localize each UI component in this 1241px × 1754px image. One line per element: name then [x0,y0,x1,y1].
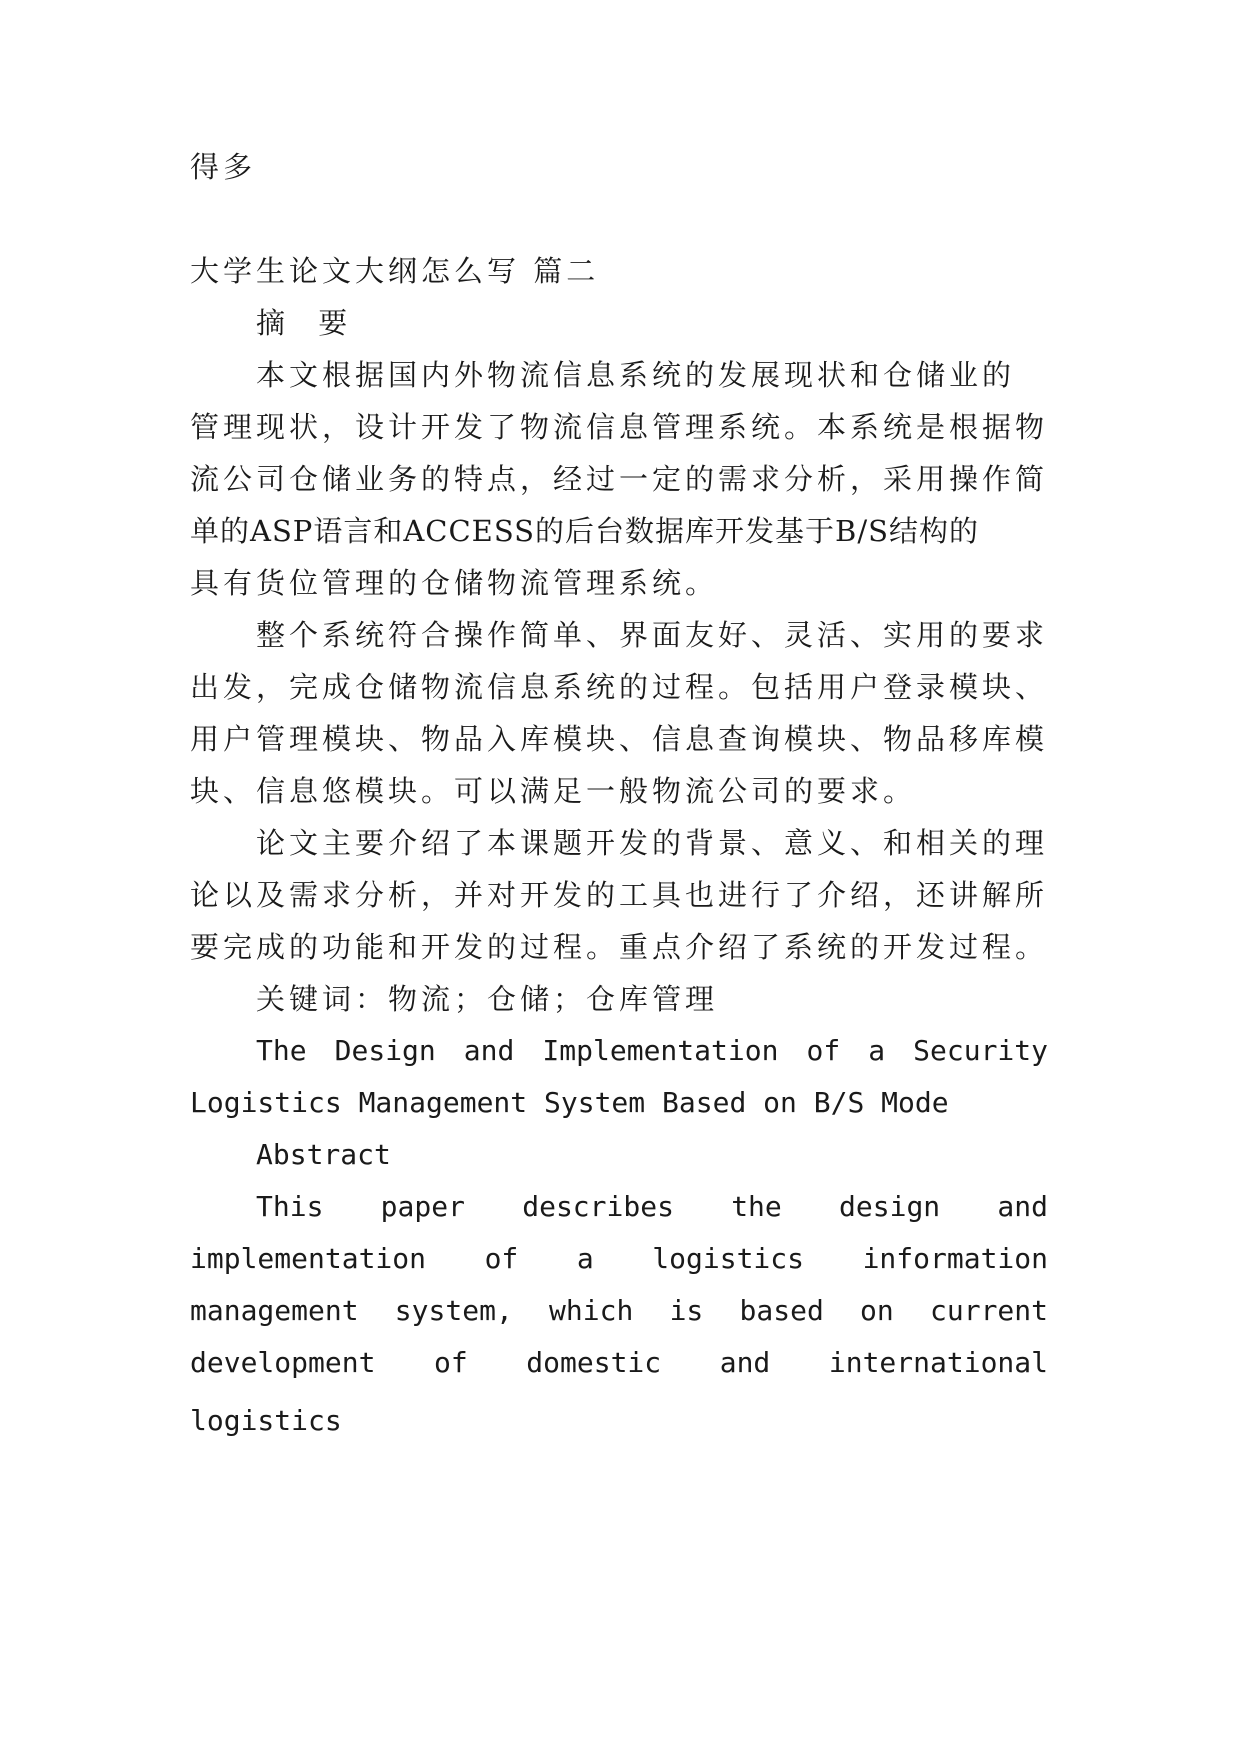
abstract-line: implementation of a logistics information [190,1242,1048,1275]
abstract-line: This paper describes the design and [256,1190,1048,1223]
abstract-line: management system, which is based on current [190,1294,1048,1327]
paragraph-line: 论文主要介绍了本课题开发的背景、意义、和相关的理 [256,826,1049,860]
abstract-heading-cn: 摘 要 [256,306,360,340]
paragraph-line: 本文根据国内外物流信息系统的发展现状和仓储业的 [256,358,1016,392]
english-title-line: Logistics Management System Based on B/S Mode [190,1086,949,1119]
paragraph-line: 流公司仓储业务的特点，经过一定的需求分析，采用操作简 [190,462,1049,496]
abstract-line: development of domestic and international logistics [190,1346,1048,1437]
paragraph-line: 管理现状，设计开发了物流信息管理系统。本系统是根据物 [190,410,1049,444]
paragraph-line: 出发，完成仓储物流信息系统的过程。包括用户登录模块、 [190,670,1049,704]
paragraph-line: 用户管理模块、物品入库模块、信息查询模块、物品移库模 [190,722,1049,756]
paragraph-line: 具有货位管理的仓储物流管理系统。 [190,566,719,600]
section-heading: 大学生论文大纲怎么写 篇二 [190,254,600,288]
paragraph-line: 论以及需求分析，并对开发的工具也进行了介绍，还讲解所 [190,878,1049,912]
text-line-fragment: 得多 [190,150,257,184]
paragraph-line: 块、信息悠模块。可以满足一般物流公司的要求。 [190,774,917,808]
abstract-heading-en: Abstract [256,1138,391,1171]
keywords-line: 关键词：物流；仓储；仓库管理 [256,982,719,1016]
paragraph-line: 单的ASP语言和ACCESS的后台数据库开发基于B/S结构的 [190,514,979,548]
english-title-line: The Design and Implementation of a Security [256,1034,1048,1067]
paragraph-line: 整个系统符合操作简单、界面友好、灵活、实用的要求 [256,618,1049,652]
paragraph-line: 要完成的功能和开发的过程。重点介绍了系统的开发过程。 [190,930,1049,964]
